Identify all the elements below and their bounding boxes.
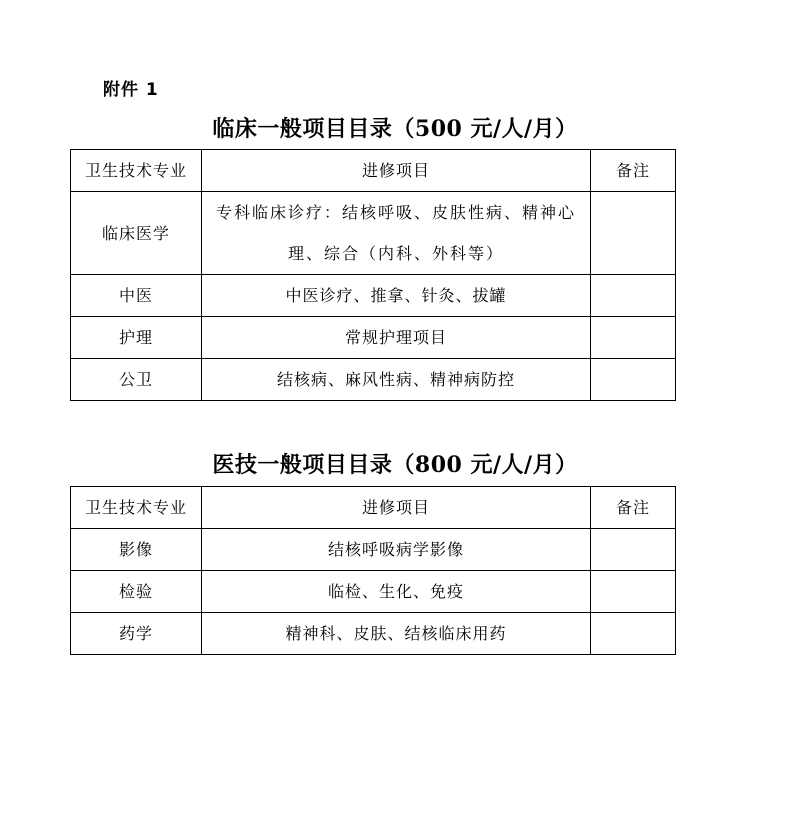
row-item: 临检、生化、免疫: [202, 571, 591, 613]
row-item: 常规护理项目: [202, 317, 591, 359]
row-major: 临床医学: [71, 192, 202, 275]
row-note: [591, 571, 676, 613]
table-header-row: [71, 487, 676, 529]
header-item: 进修项目: [202, 150, 591, 192]
row-item: 结核病、麻风性病、精神病防控: [202, 359, 591, 401]
row-major: 公卫: [71, 359, 202, 401]
table-row: [71, 192, 676, 275]
technical-catalog-title: 医技一般项目目录（800 元/人/月）: [212, 452, 578, 478]
row-major: 检验: [71, 571, 202, 613]
table-row: [71, 571, 676, 613]
technical-catalog-table: [70, 486, 676, 655]
row-item: 中医诊疗、推拿、针灸、拔罐: [202, 275, 591, 317]
table-row: [71, 317, 676, 359]
row-note: [591, 317, 676, 359]
clinical-catalog-title: 临床一般项目目录（500 元/人/月）: [212, 116, 578, 142]
row-note: [591, 529, 676, 571]
row-item: 结核呼吸病学影像: [202, 529, 591, 571]
row-major: 药学: [71, 613, 202, 655]
row-major: 影像: [71, 529, 202, 571]
header-major: 卫生技术专业: [71, 150, 202, 192]
table-row: [71, 275, 676, 317]
row-major: 中医: [71, 275, 202, 317]
attachment-label: 附件 1: [103, 80, 159, 100]
row-note: [591, 275, 676, 317]
row-note: [591, 192, 676, 275]
row-note: [591, 359, 676, 401]
row-item: 精神科、皮肤、结核临床用药: [202, 613, 591, 655]
table-row: [71, 529, 676, 571]
table-row: [71, 359, 676, 401]
table-header-row: [71, 150, 676, 192]
header-note: 备注: [591, 487, 676, 529]
table-row: [71, 613, 676, 655]
header-major: 卫生技术专业: [71, 487, 202, 529]
header-item: 进修项目: [202, 487, 591, 529]
header-note: 备注: [591, 150, 676, 192]
row-note: [591, 613, 676, 655]
clinical-catalog-table: [70, 149, 676, 401]
row-item: 专科临床诊疗：结核呼吸、皮肤性病、精神心理、综合（内科、外科等）: [202, 192, 591, 275]
row-major: 护理: [71, 317, 202, 359]
